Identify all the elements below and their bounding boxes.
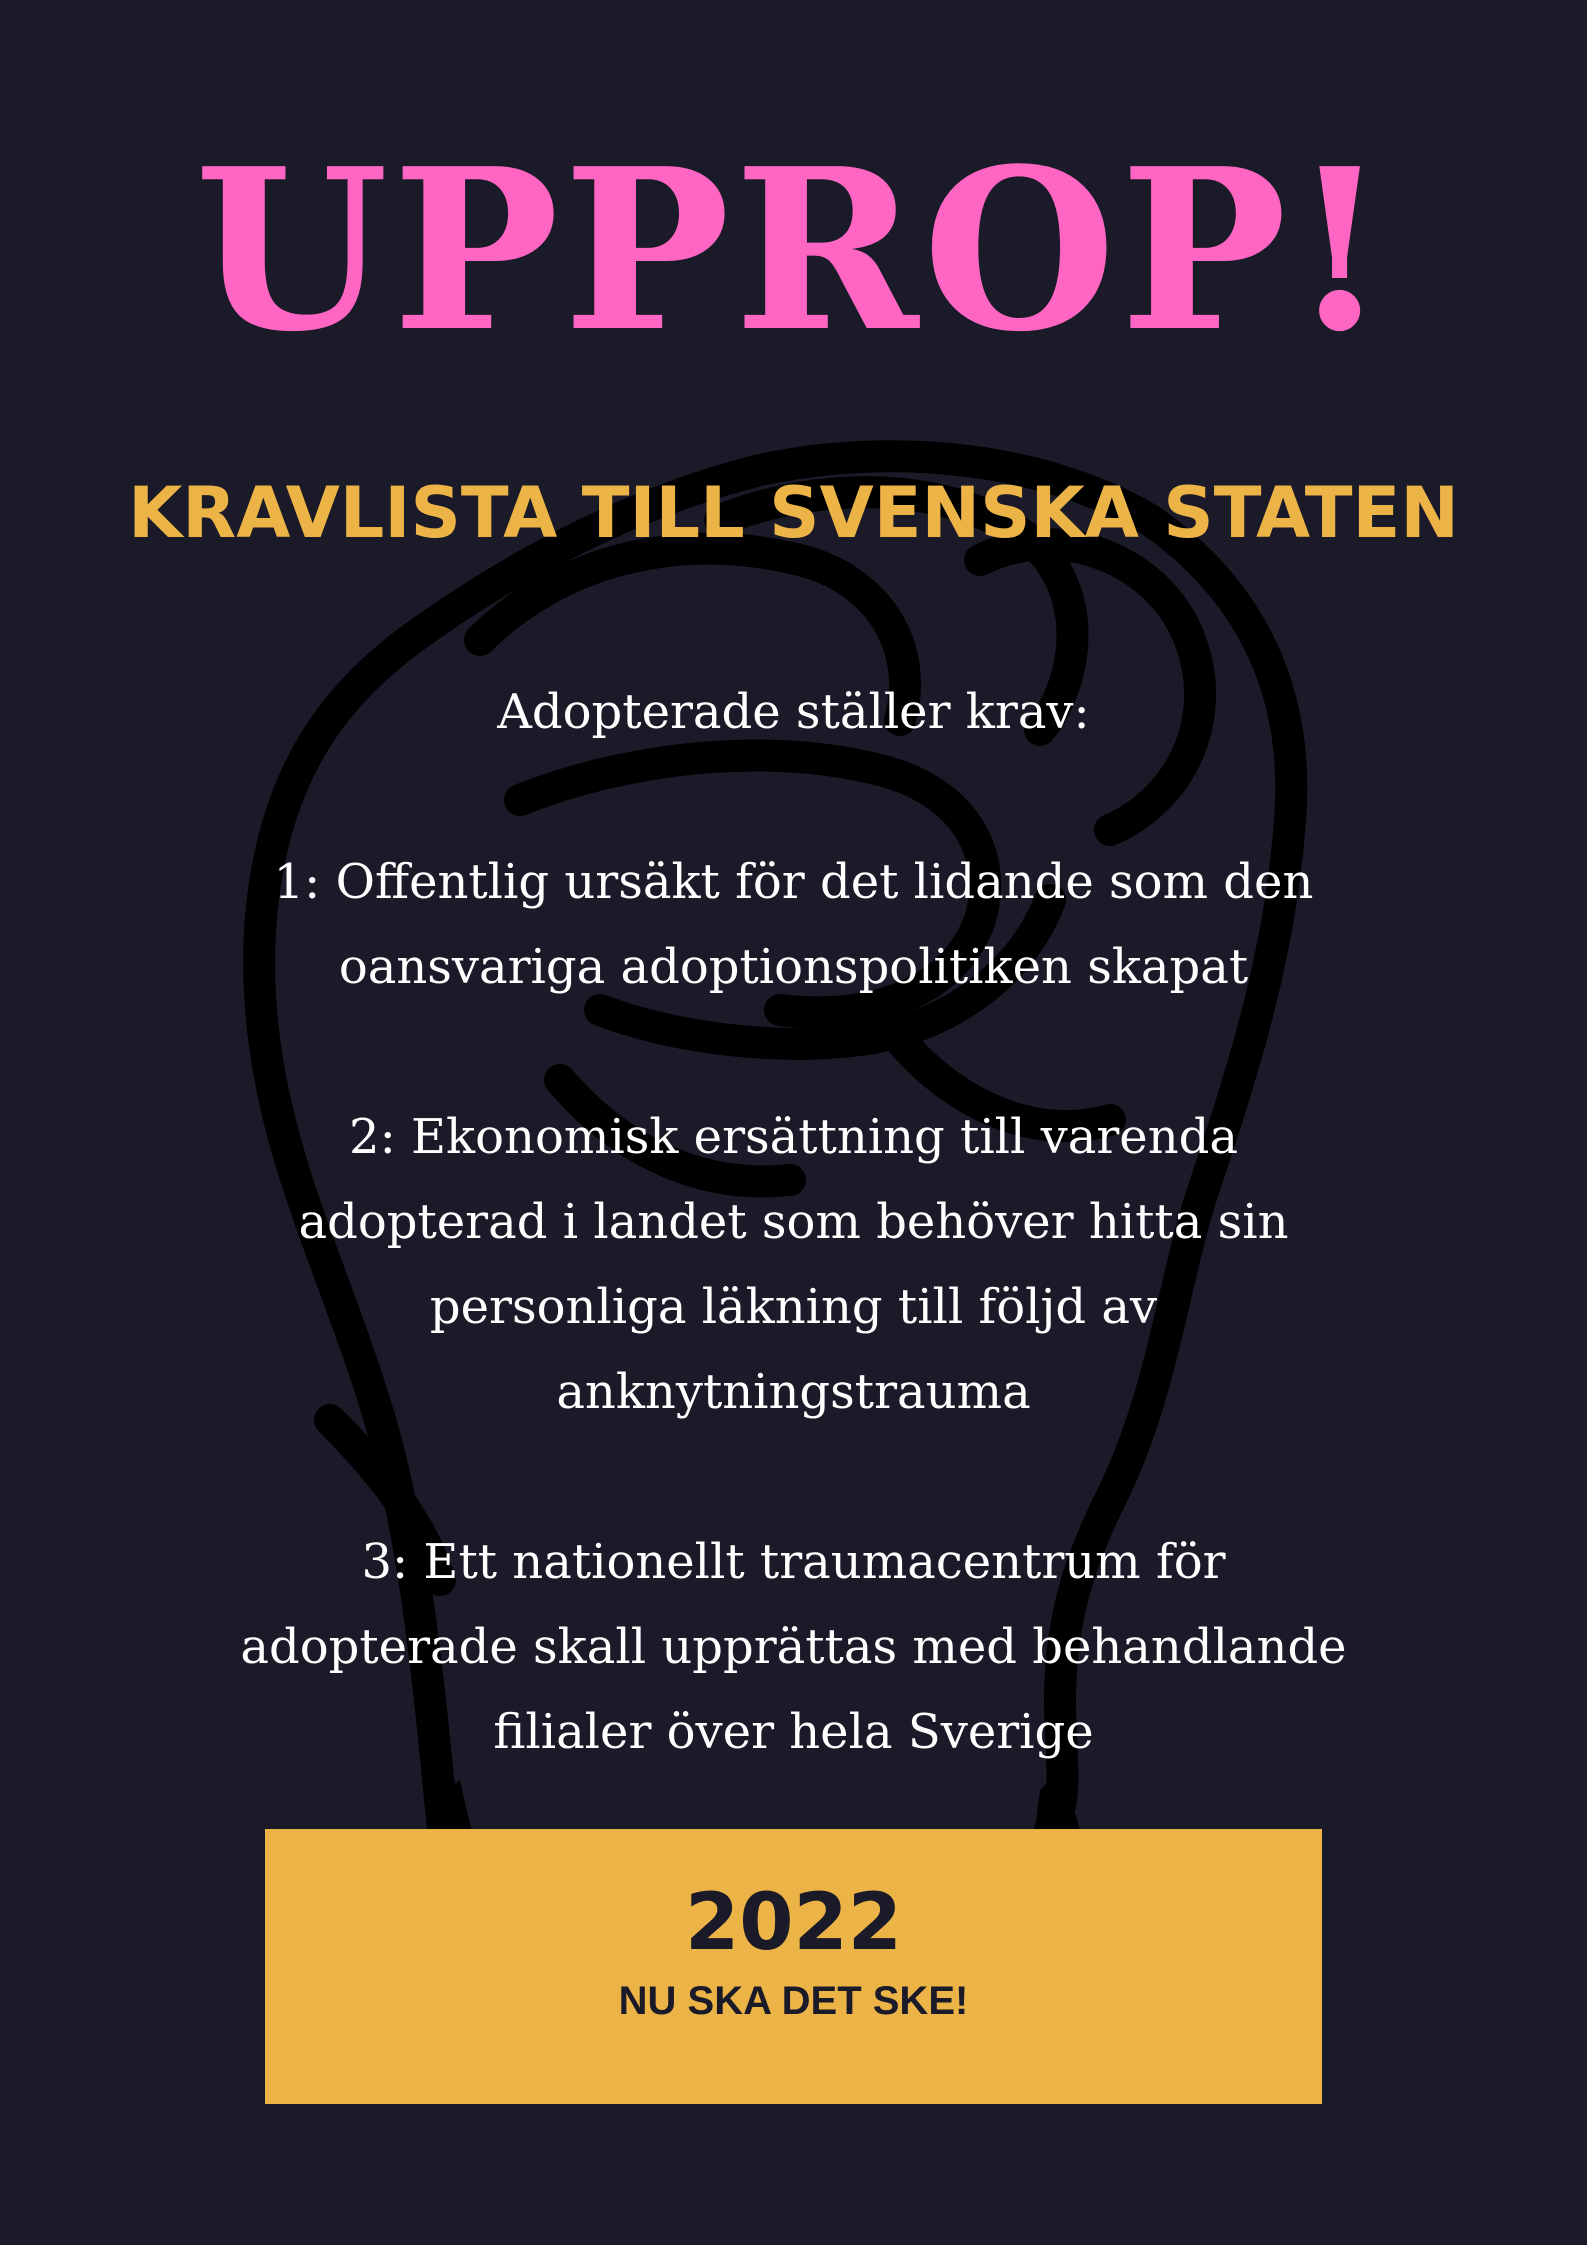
demand-3-line-2: adopterade skall upprättas med behandlande <box>240 1619 1347 1675</box>
banner-slogan: NU SKA DET SKE! <box>618 1979 969 2023</box>
demand-3 <box>100 1520 1487 1775</box>
page-title: UPPROP! <box>194 121 1393 381</box>
year-banner <box>265 1829 1322 2104</box>
demand-2 <box>100 1095 1487 1435</box>
demand-2-line-2: adopterad i landet som behöver hitta sin <box>298 1194 1289 1250</box>
banner-year: 2022 <box>684 1878 903 1968</box>
demand-2-line-1: 2: Ekonomisk ersättning till varenda <box>349 1109 1238 1165</box>
demand-2-line-3: personliga läkning till följd av <box>429 1279 1158 1335</box>
demand-2-line-4: anknytningstrauma <box>556 1364 1031 1420</box>
demands-text <box>100 670 1487 1775</box>
demand-3-line-3: filialer över hela Sverige <box>493 1704 1094 1760</box>
demand-3-line-1: 3: Ett nationellt traumacentrum för <box>361 1534 1226 1590</box>
demand-1-line-2: oansvariga adoptionspolitiken skapat <box>338 939 1249 995</box>
subtitle: KRAVLISTA TILL SVENSKA STATEN <box>128 472 1459 554</box>
demand-1 <box>100 840 1487 1010</box>
demand-1-line-1: 1: Offentlig ursäkt för det lidande som den <box>273 854 1314 910</box>
intro-text: Adopterade ställer krav: <box>497 684 1090 740</box>
